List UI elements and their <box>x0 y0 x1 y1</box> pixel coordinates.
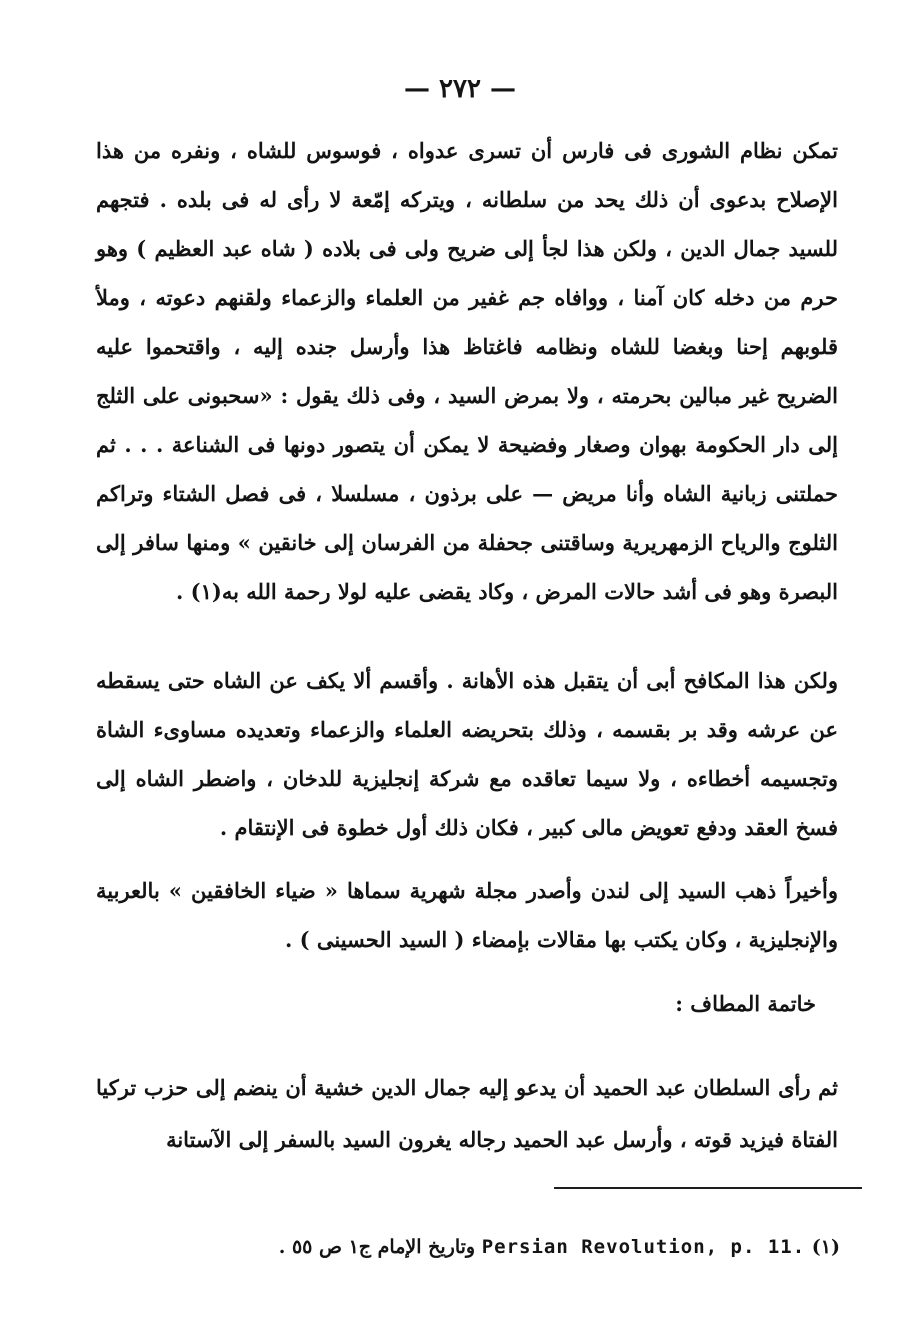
section-heading: خاتمة المطاف : <box>675 991 816 1016</box>
paragraph-2: ولكن هذا المكافح أبى أن يتقبل هذه الأهانة . وأقسم ألا يكف عن الشاه حتى يسقطه عن عرشه وقد بر بقسمه ، وذلك بتحريضه العلماء والزعماء وتعديده مساوىء الشاة وتجسيمه أخطاءه ، ولا سيما تعاقده مع شركة إنجليزية للدخان ، واضطر الشاه إلى فسخ العقد ودفع تعويض مالى كبير ، فكان ذلك أول خطوة فى الإنتقام . <box>96 668 838 840</box>
paragraph-1: تمكن نظام الشورى فى فارس أن تسرى عدواه ، فوسوس للشاه ، ونفره من هذا الإصلاح بدعوى أن ذلك يحد من سلطانه ، ويتركه إمّعة لا رأى له فى بلده . فتجهم للسيد جمال الدين ، ولكن هذا لجأ إلى ضريح ولى فى بلاده ( شاه عبد العظيم ) وهو حرم من دخله كان آمنا ، ووافاه جم غفير من العلماء والزعماء ولقنهم دعوته ، وملأ قلوبهم إحنا وبغضا للشاه ونظامه فاغتاظ هذا وأرسل جنده إليه ، واقتحموا عليه الضريح غير مبالين بحرمته ، ولا بمرض السيد ، وفى ذلك يقول : «سحبونى على الثلج إلى دار الحكومة بهوان وصغار وفضيحة لا يمكن أن يتصور دونها فى الشناعة . . . ثم حملتنى زبانية الشاه وأنا مريض — على برذون ، مسلسلا ، فى فصل الشتاء وتراكم الثلوج والرياح الزمهريرية وساقتنى جحفلة من الفرسان إلى خانقين » ومنها سافر إلى البصرة وهو فى أشد حالات المرض ، وكاد يقضى عليه لولا رحمة الله به(١) . <box>96 138 838 604</box>
paragraph-4: ثم رأى السلطان عبد الحميد أن يدعو إليه جمال الدين خشية أن ينضم إلى حزب تركيا الفتاة فيزيد قوته ، وأرسل عبد الحميد رجاله يغرون السيد بالسفر إلى الآستانة <box>96 1075 838 1152</box>
footnote-source-arabic: وتاريخ الإمام ج١ ص ٥٥ . <box>278 1236 476 1258</box>
footnote-marker: (١) <box>811 1236 840 1258</box>
footnote-divider <box>554 1187 862 1189</box>
footnote-source-latin: Persian Revolution, p. 11. <box>481 1236 806 1258</box>
page-number: — ٢٧٢ — <box>403 74 517 104</box>
paragraph-3: وأخيراً ذهب السيد إلى لندن وأصدر مجلة شهرية سماها « ضياء الخافقين » بالعربية والإنجليزية ، وكان يكتب بها مقالات بإمضاء ( السيد الحسينى ) . <box>96 878 838 952</box>
footnote <box>140 1232 840 1262</box>
